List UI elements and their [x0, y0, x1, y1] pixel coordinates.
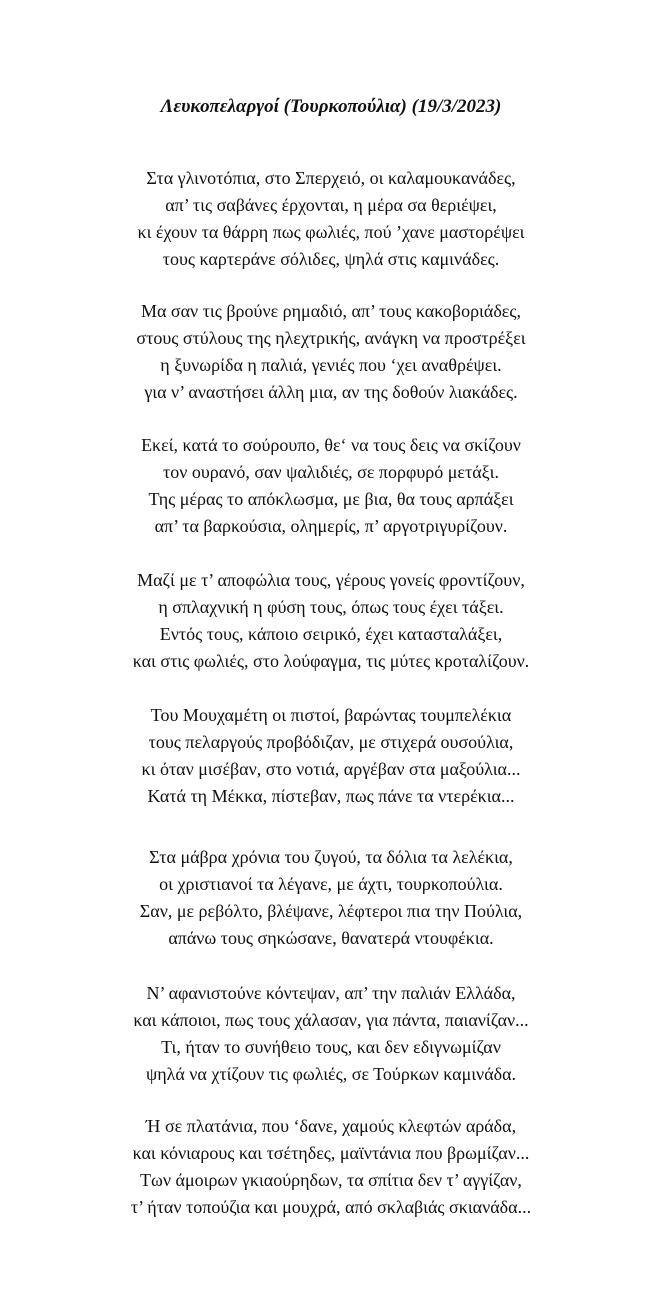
poem-line: οι χριστιανοί τα λέγανε, με άχτι, τουρκοπούλια. — [159, 874, 503, 894]
poem-line: και στις φωλιές, στο λούφαγμα, τις μύτες κροταλίζουν. — [132, 651, 530, 671]
stanza-4 — [0, 567, 662, 675]
poem-line: ψηλά να χτίζουν τις φωλιές, σε Τούρκων καμινάδα. — [145, 1064, 517, 1084]
poem-line: Ή σε πλατάνια, που ‘δανε, χαμούς κλεφτών αράδα, — [145, 1116, 517, 1136]
poem-line: τους καρτεράνε σόλιδες, ψηλά στις καμινάδες. — [162, 249, 500, 269]
stanza-1 — [0, 165, 662, 273]
poem-line: Κατά τη Μέκκα, πίστεβαν, πως πάνε τα ντερέκια... — [147, 786, 515, 806]
stanza-3 — [0, 432, 662, 540]
poem-line: τους πελαργούς προβόδιζαν, με στιχερά ουσούλια, — [148, 732, 514, 752]
stanza-5 — [0, 702, 662, 810]
poem-line: Στα μάβρα χρόνια του ζυγού, τα δόλια τα λελέκια, — [149, 847, 513, 867]
stanza-8 — [0, 1113, 662, 1221]
poem-line: απ’ τα βαρκούσια, ολημερίς, π’ αργοτριγυρίζουν. — [154, 516, 508, 536]
poem-line: για ν’ αναστήσει άλλη μια, αν της δοθούν λιακάδες. — [144, 382, 518, 402]
poem-line: Μα σαν τις βρούνε ρημαδιό, απ’ τους κακοβοριάδες, — [140, 301, 521, 321]
poem-line: κι όταν μισέβαν, στο νοτιά, αργέβαν στα μαξούλια... — [141, 759, 521, 779]
poem-line: Ν’ αφανιστούνε κόντεψαν, απ’ την παλιάν Ελλάδα, — [146, 983, 516, 1003]
poem-line: απάνω τους σηκώσανε, θανατερά ντουφέκια. — [168, 928, 494, 948]
poem-line: και κάποιοι, πως τους χάλασαν, για πάντα, παιανίζαν... — [133, 1010, 529, 1030]
poem-line: Εκεί, κατά το σούρουπο, θε‘ να τους δεις να σκίζουν — [141, 435, 521, 455]
stanza-6 — [0, 844, 662, 952]
poem-line: στους στύλους της ηλεχτρικής, ανάγκη να προστρέξει — [136, 328, 526, 348]
stanza-2 — [0, 298, 662, 406]
poem-line: τ’ ήταν τοπούζια και μουχρά, από σκλαβιάς σκιανάδα... — [130, 1197, 532, 1217]
poem-line: Της μέρας το απόκλωσμα, με βια, θα τους αρπάξει — [148, 489, 514, 509]
poem-line: Εντός τους, κάποιο σειρικό, έχει κατασταλάξει, — [159, 624, 503, 644]
poem-line: Σαν, με ρεβόλτο, βλέψανε, λέφτεροι πια την Πούλια, — [139, 901, 523, 921]
poem-line: τον ουρανό, σαν ψαλιδιές, σε πορφυρό μετάξι. — [162, 462, 500, 482]
poem-line: Των άμοιρων γκιαούρηδων, τα σπίτια δεν τ’ αγγίζαν, — [140, 1170, 522, 1190]
poem-title: Λευκοπελαργοί (Τουρκοπούλια) (19/3/2023) — [160, 96, 502, 117]
poem-line: κι έχουν τα θάρρη πως φωλιές, πού ’χανε μαστορέψει — [137, 222, 525, 242]
poem-line: Του Μουχαμέτη οι πιστοί, βαρώντας τουμπελέκια — [150, 705, 512, 725]
poem-line: Στα γλινοτόπια, στο Σπερχειό, οι καλαμουκανάδες, — [146, 168, 516, 188]
stanza-7 — [0, 980, 662, 1088]
poem-line: Μαζί με τ’ αποφώλια τους, γέρους γονείς φροντίζουν, — [137, 570, 525, 590]
poem-line: η ξυνωρίδα η παλιά, γενιές που ‘χει αναθρέψει. — [160, 355, 502, 375]
poem-line: η σπλαχνική η φύση τους, όπως τους έχει τάξει. — [158, 597, 504, 617]
poem-line: απ’ τις σαβάνες έρχονται, η μέρα σα θεριέψει, — [165, 195, 497, 215]
poem-line: και κόνιαρους και τσέτηδες, μαϊντάνια που βρωμίζαν... — [132, 1143, 530, 1163]
poem-line: Τι, ήταν το συνήθειο τους, και δεν εδιγνωμίζαν — [161, 1037, 501, 1057]
